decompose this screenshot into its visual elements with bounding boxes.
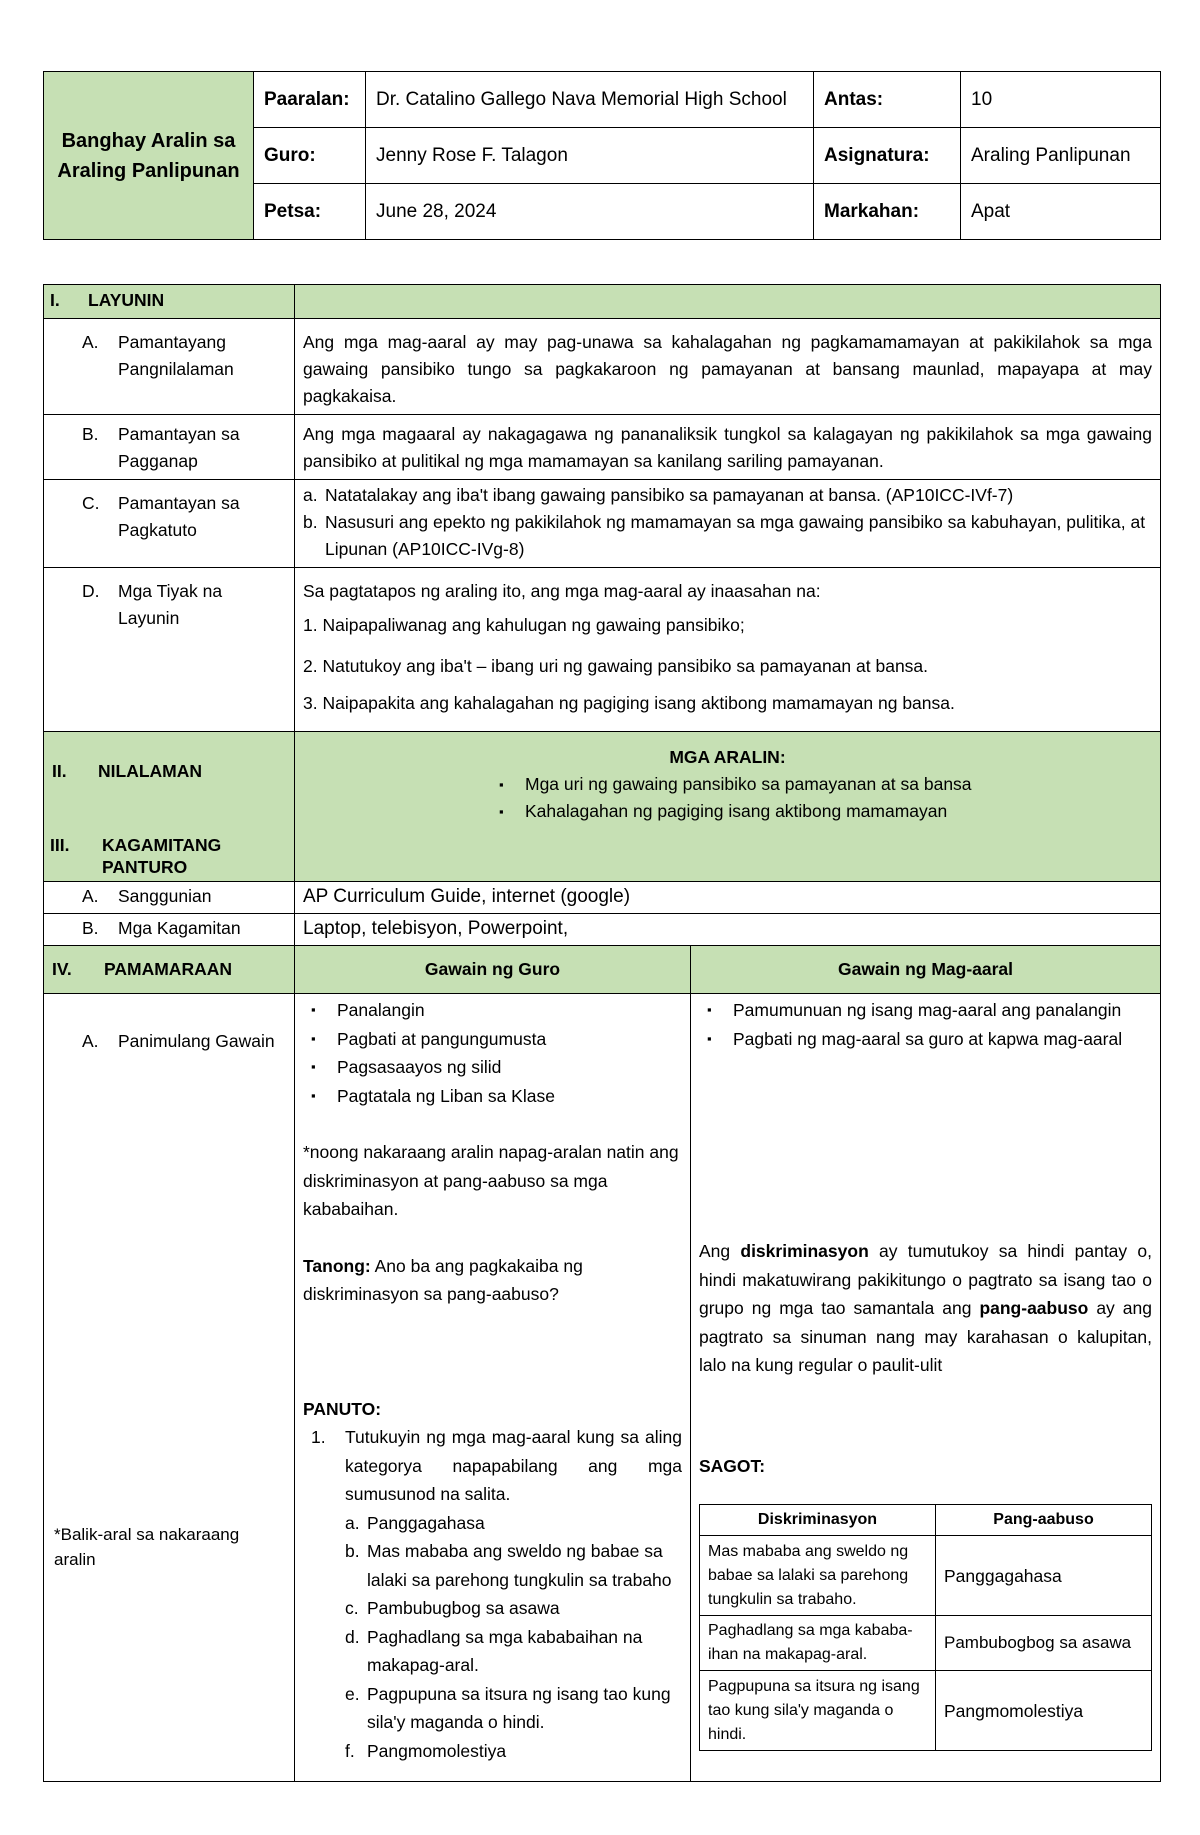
teacher-value: Jenny Rose F. Talagon [366, 128, 814, 184]
mga-aralin-heading: MGA ARALIN: [669, 747, 786, 767]
list-item: ▪ Pagsasaayos ng silid [337, 1053, 682, 1082]
item-letter: B. [82, 918, 99, 938]
table-cell: Mas mababa ang sweldo ng babae sa lalaki sa parehong tungkulin sa trabaho. [700, 1536, 936, 1616]
kagamitan-b-label [44, 914, 295, 946]
quarter-value: Apat [961, 184, 1161, 240]
school-label: Paaralan: [254, 72, 366, 128]
layunin-a-label [44, 319, 295, 415]
item-letter: A. [82, 332, 99, 352]
list-item [303, 509, 1152, 563]
text-part: ay ang pagtrato sa sinuman nang may karahasan o kalupitan, lalo na kung regular o paulit-ulit [699, 1298, 1152, 1375]
guro-note: *noong nakaraang aralin napag-aralan natin ang diskriminasyon at pang-aabuso sa mga kababaihan. [303, 1142, 679, 1219]
list-item [345, 1680, 682, 1737]
col-header-magaaral: Gawain ng Mag-aaral [691, 946, 1161, 994]
layunin-c-list [295, 480, 1161, 568]
sagot-col-diskriminasyon: Diskriminasyon [700, 1505, 936, 1536]
layunin-b-label [44, 415, 295, 480]
item-letter: C. [82, 493, 100, 513]
grade-value: 10 [961, 72, 1161, 128]
item-marker: c. [345, 1598, 359, 1618]
item-text: Nasusuri ang epekto ng pakikilahok ng mamamayan sa mga gawaing pansibiko sa kabuhayan, pulitika, at Lipunan (AP10ICC-IVg-8) [325, 512, 1146, 559]
table-cell: Panggagahasa [936, 1536, 1152, 1616]
list-item: ▪ Pagtatala ng Liban sa Klase [337, 1082, 682, 1111]
item-marker: e. [345, 1683, 360, 1704]
item-label: Pamantayan sa Pagkatuto [118, 493, 240, 540]
section-number: III. [50, 834, 70, 855]
item-text: Tutukuyin ng mga mag-aaral kung sa aling kategorya napapabilang ang mga sumusunod na salita. [345, 1427, 682, 1504]
section-title: KAGAMITANG PANTURO [102, 834, 222, 877]
col-header-guro: Gawain ng Guro [295, 946, 691, 994]
section-layunin-empty [295, 285, 1161, 319]
quarter-label: Markahan: [814, 184, 961, 240]
subject-value: Araling Panlipunan [961, 128, 1161, 184]
table-cell: Paghadlang sa mga kababa-ihan na makapag-aral. [700, 1616, 936, 1671]
item-label: Panimulang Gawain [118, 1031, 275, 1051]
item-label: Pamantayang Pangnilalaman [118, 332, 234, 379]
item-marker: b. [303, 512, 318, 532]
layunin-c-label [44, 480, 295, 568]
item-marker: a. [303, 485, 318, 505]
item-text: Pambubugbog sa asawa [367, 1598, 560, 1618]
kagamitan-a-label [44, 882, 295, 914]
list-item [345, 1594, 682, 1623]
date-label: Petsa: [254, 184, 366, 240]
section-title: PAMAMARAAN [104, 959, 232, 979]
list-item: ▪ Mga uri ng gawaing pansibiko sa pamayanan at sa bansa [525, 771, 1152, 798]
tanong-text: Ano ba ang pagkakaiba ng diskriminasyon sa pang-aabuso? [303, 1255, 583, 1304]
layunin-d-label [44, 568, 295, 732]
sagot-paliwanag [699, 1237, 1152, 1380]
item-label: Mga Tiyak na Layunin [118, 581, 223, 628]
section-kagamitan [44, 830, 295, 882]
text-part: ay tumutukoy sa hindi pantay o, hindi makatuwirang pakikitungo o pagtrato sa isang tao o grupo ng mga tao samantala ang [699, 1241, 1152, 1318]
section-title: NILALAMAN [98, 761, 203, 781]
plan-title [44, 72, 254, 240]
table-cell: Pagpupuna sa itsura ng isang tao kung sila'y maganda o hindi. [700, 1671, 936, 1751]
list-item [303, 482, 1152, 509]
objective-item: 2. Natutukoy ang iba't – ibang uri ng gawaing pansibiko sa pamayanan at bansa. [303, 656, 929, 676]
table-cell: Pangmomolestiya [936, 1671, 1152, 1751]
kagamitan-text: Laptop, telebisyon, Powerpoint, [295, 914, 1161, 946]
mga-aralin [295, 732, 1161, 882]
item-letter: A. [82, 1031, 99, 1051]
item-text: Natatalakay ang iba't ibang gawaing pansibiko sa pamayanan at bansa. (AP10ICC-IVf-7) [325, 485, 1014, 505]
item-text: Paghadlang sa mga kababaihan na makapag-aral. [367, 1626, 643, 1675]
balik-aral-note: *Balik-aral sa nakaraang aralin [54, 1525, 240, 1569]
list-item [345, 1623, 682, 1680]
table-row [700, 1536, 1152, 1616]
objective-item: 3. Naipapakita ang kahalagahan ng pagiging isang aktibong mamamayan ng bansa. [303, 693, 955, 713]
header-table [43, 71, 1161, 240]
item-marker: b. [345, 1541, 360, 1561]
item-text: Mas mababa ang sweldo ng babae sa lalaki sa parehong tungkulin sa trabaho [367, 1541, 672, 1590]
section-title: LAYUNIN [88, 290, 165, 310]
item-label: Pamantayan sa Pagganap [118, 424, 240, 471]
item-letter: D. [82, 581, 100, 601]
gawain-magaaral [691, 994, 1161, 1782]
item-text: Pangmomolestiya [367, 1740, 507, 1761]
list-item: ▪ Pagbati at pangungumusta [337, 1025, 682, 1054]
layunin-b-text: Ang mga magaaral ay nakagagawa ng pananaliksik tungkol sa kalagayan ng pakikilahok sa mga gawaing pansibiko at pulitikal ng mga mamamayan sa kanilang sariling pamayanan. [295, 415, 1161, 480]
term-pang-aabuso: pang-aabuso [979, 1298, 1089, 1318]
plan-title-line1: Banghay Aralin sa [61, 129, 236, 152]
list-item: ▪ Pamumunuan ng isang mag-aaral ang panalangin [733, 996, 1152, 1025]
section-number: II. [52, 761, 67, 781]
sanggunian-text: AP Curriculum Guide, internet (google) [295, 882, 1161, 914]
objective-item: 1. Naipapaliwanag ang kahulugan ng gawaing pansibiko; [303, 615, 745, 635]
table-row [700, 1671, 1152, 1751]
tanong-label: Tanong: [303, 1255, 371, 1276]
item-text: Pagpupuna sa itsura ng isang tao kung sila'y maganda o hindi. [367, 1683, 671, 1732]
subject-label: Asignatura: [814, 128, 961, 184]
panuto-label: PANUTO: [303, 1398, 382, 1419]
grade-label: Antas: [814, 72, 961, 128]
layunin-d-list [295, 568, 1161, 732]
table-row [700, 1616, 1152, 1671]
term-diskriminasyon: diskriminasyon [740, 1241, 869, 1261]
list-item: ▪ Kahalagahan ng pagiging isang aktibong mamamayan [525, 798, 1152, 825]
list-item: ▪ Pagbati ng mag-aaral sa guro at kapwa mag-aaral [733, 1025, 1152, 1054]
item-marker: f. [345, 1740, 355, 1761]
item-marker: a. [345, 1512, 360, 1533]
text-part: Ang [699, 1241, 741, 1261]
table-cell: Pambubogbog sa asawa [936, 1616, 1152, 1671]
gawain-guro [295, 994, 691, 1782]
list-item [345, 1537, 682, 1594]
section-number: IV. [52, 959, 72, 979]
list-item [345, 1737, 682, 1766]
date-value: June 28, 2024 [366, 184, 814, 240]
item-letter: B. [82, 424, 99, 444]
section-layunin [44, 285, 295, 319]
section-number: I. [50, 290, 60, 310]
item-letter: A. [82, 886, 99, 906]
tanong [303, 1252, 682, 1309]
panuto-instruction [303, 1423, 682, 1509]
list-item [345, 1509, 682, 1538]
sagot-col-pang-aabuso: Pang-aabuso [936, 1505, 1152, 1536]
item-text: Panggagahasa [367, 1512, 485, 1533]
item-label: Mga Kagamitan [118, 918, 241, 938]
sagot-label: SAGOT: [699, 1455, 766, 1476]
item-label: Sanggunian [118, 886, 212, 906]
section-pamamaraan [44, 946, 295, 994]
objective-intro: Sa pagtatapos ng araling ito, ang mga mag-aaral ay inaasahan na: [303, 581, 821, 601]
panimulang-gawain-label [44, 994, 295, 1782]
school-value: Dr. Catalino Gallego Nava Memorial High School [366, 72, 814, 128]
item-marker: 1. [311, 1427, 326, 1447]
plan-title-line2: Araling Panlipunan [57, 159, 240, 182]
section-nilalaman [44, 732, 295, 830]
sagot-table [699, 1504, 1152, 1751]
teacher-label: Guro: [254, 128, 366, 184]
lesson-table [43, 284, 1161, 1782]
list-item: ▪ Panalangin [337, 996, 682, 1025]
item-marker: d. [345, 1626, 360, 1647]
layunin-a-text: Ang mga mag-aaral ay may pag-unawa sa kahalagahan ng pagkamamamayan at pakikilahok sa mga gawaing pansibiko tungo sa pagkakaroon ng pamayanan at bansang maunlad, mapayapa at may pagkakaisa. [295, 319, 1161, 415]
